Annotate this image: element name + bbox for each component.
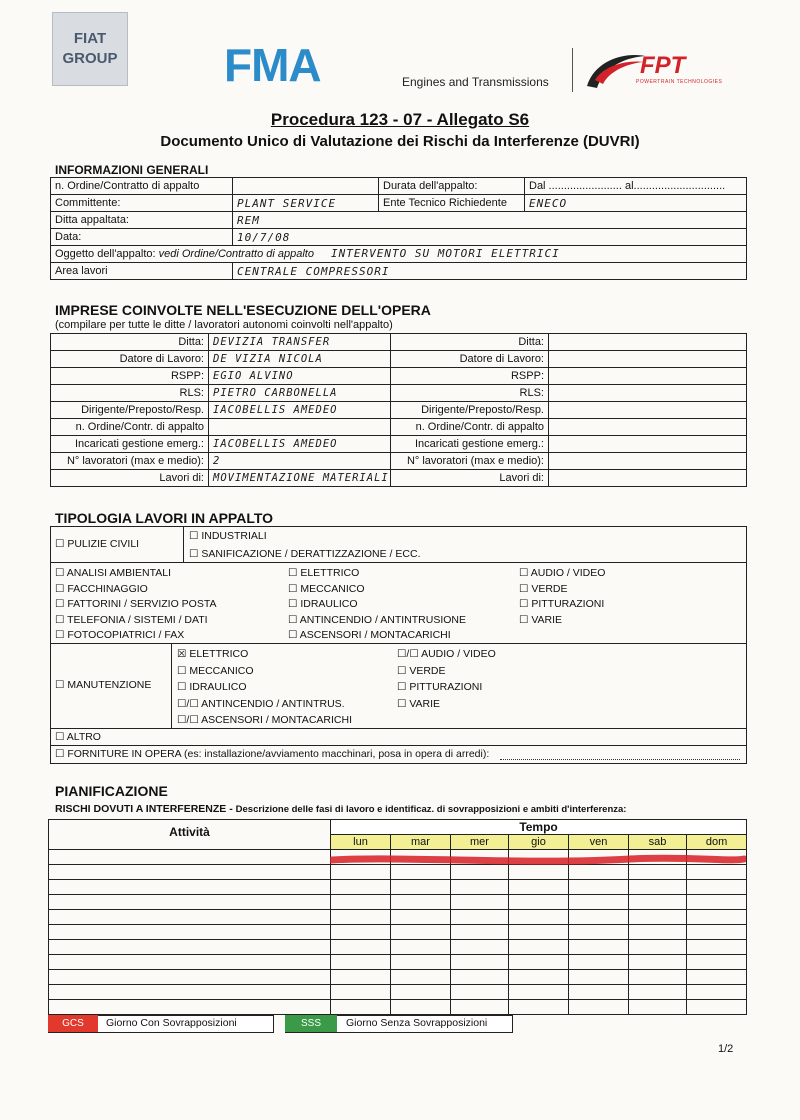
imprese-left-label: RLS: bbox=[51, 385, 209, 402]
imprese-row bbox=[51, 470, 747, 487]
day-cell[interactable] bbox=[331, 895, 391, 910]
elettrico-checkbox[interactable]: ☐ ELETTRICO bbox=[288, 567, 360, 579]
day-cell[interactable] bbox=[509, 955, 569, 970]
activity-cell[interactable] bbox=[49, 895, 331, 910]
planning-row bbox=[49, 895, 747, 910]
header-divider bbox=[572, 48, 573, 92]
day-cell[interactable] bbox=[569, 895, 629, 910]
imprese-left-field[interactable]: IACOBELLIS AMEDEO bbox=[209, 436, 391, 453]
engines-transmissions-text: Engines and Transmissions bbox=[402, 75, 549, 89]
day-cell[interactable] bbox=[687, 910, 747, 925]
ordine-field[interactable] bbox=[233, 178, 379, 195]
idraulico-checkbox[interactable]: ☐ IDRAULICO bbox=[288, 598, 358, 611]
imprese-right-field[interactable] bbox=[549, 351, 747, 368]
manutenzione-col2 bbox=[397, 646, 496, 712]
info-section-title: INFORMAZIONI GENERALI bbox=[55, 163, 209, 177]
imprese-row bbox=[51, 334, 747, 351]
imprese-row bbox=[51, 402, 747, 419]
pulizie-civili-checkbox[interactable]: ☐ PULIZIE CIVILI bbox=[55, 538, 140, 550]
day-cell[interactable] bbox=[331, 985, 391, 1000]
day-cell[interactable] bbox=[569, 1000, 629, 1015]
oggetto-hint: vedi Ordine/Contratto di appalto bbox=[158, 248, 314, 260]
ascensori-checkbox[interactable]: ☐ ASCENSORI / MONTACARICHI bbox=[288, 629, 451, 642]
day-cell[interactable] bbox=[629, 955, 687, 970]
planning-row bbox=[49, 940, 747, 955]
day-cell[interactable] bbox=[391, 880, 451, 895]
sss-swatch: SSS bbox=[285, 1015, 337, 1032]
day-cell[interactable] bbox=[331, 910, 391, 925]
forniture-field[interactable] bbox=[500, 759, 740, 760]
imprese-right-field[interactable] bbox=[549, 385, 747, 402]
planning-row bbox=[49, 880, 747, 895]
day-cell[interactable] bbox=[687, 1000, 747, 1015]
day-cell[interactable] bbox=[391, 985, 451, 1000]
day-cell[interactable] bbox=[509, 940, 569, 955]
tipologia-section-title: TIPOLOGIA LAVORI IN APPALTO bbox=[55, 510, 274, 526]
day-header-gio: gio bbox=[509, 835, 569, 850]
day-header-ven: ven bbox=[569, 835, 629, 850]
activity-cell[interactable] bbox=[49, 970, 331, 985]
rischi-header bbox=[55, 803, 626, 815]
activity-cell[interactable] bbox=[49, 985, 331, 1000]
imprese-right-label: RLS: bbox=[391, 385, 549, 402]
day-header-dom: dom bbox=[687, 835, 747, 850]
man-verde-checkbox[interactable]: ☐ VERDE bbox=[397, 664, 446, 677]
data-label: Data: bbox=[51, 229, 233, 246]
day-cell[interactable] bbox=[331, 970, 391, 985]
imprese-right-label: RSPP: bbox=[391, 368, 549, 385]
imprese-row bbox=[51, 419, 747, 436]
imprese-left-field[interactable]: EGIO ALVINO bbox=[209, 368, 391, 385]
day-cell[interactable] bbox=[331, 955, 391, 970]
man-antincendio-checkbox[interactable]: ☐/☐ ANTINCENDIO / ANTINTRUS. bbox=[177, 697, 345, 710]
imprese-row bbox=[51, 368, 747, 385]
imprese-right-label: N° lavoratori (max e medio): bbox=[391, 453, 549, 470]
day-cell[interactable] bbox=[391, 910, 451, 925]
day-cell[interactable] bbox=[629, 985, 687, 1000]
telefonia-checkbox[interactable]: ☐ TELEFONIA / SISTEMI / DATI bbox=[55, 613, 208, 626]
rischi-title: RISCHI DOVUTI A INTERFERENZE - bbox=[55, 803, 236, 815]
committente-field[interactable]: PLANT SERVICE bbox=[233, 195, 379, 212]
day-cell[interactable] bbox=[629, 925, 687, 940]
man-idraulico-checkbox[interactable]: ☐ IDRAULICO bbox=[177, 681, 247, 694]
day-cell[interactable] bbox=[391, 1000, 451, 1015]
day-cell[interactable] bbox=[391, 925, 451, 940]
imprese-left-field[interactable]: DEVIZIA TRANSFER bbox=[209, 334, 391, 351]
day-cell[interactable] bbox=[569, 955, 629, 970]
planning-table bbox=[48, 819, 747, 1015]
fma-logo: FMA bbox=[224, 39, 321, 91]
man-varie-checkbox[interactable]: ☐ VARIE bbox=[397, 697, 441, 710]
imprese-right-label: Incaricati gestione emerg.: bbox=[391, 436, 549, 453]
day-cell[interactable] bbox=[569, 985, 629, 1000]
document-subtitle: Documento Unico di Valutazione dei Rischi da Interferenze (DUVRI) bbox=[160, 133, 640, 150]
day-cell[interactable] bbox=[687, 895, 747, 910]
day-cell[interactable] bbox=[569, 940, 629, 955]
day-cell[interactable] bbox=[569, 925, 629, 940]
day-cell[interactable] bbox=[629, 895, 687, 910]
sss-label: Giorno Senza Sovrapposizioni bbox=[346, 1017, 488, 1029]
day-cell[interactable] bbox=[509, 910, 569, 925]
day-header-lun: lun bbox=[331, 835, 391, 850]
imprese-left-label: RSPP: bbox=[51, 368, 209, 385]
fiat-logo-text: FIAT GROUP bbox=[62, 30, 118, 67]
gcs-swatch: GCS bbox=[48, 1015, 98, 1032]
industriali-checkbox[interactable]: ☐ INDUSTRIALI bbox=[189, 530, 267, 542]
imprese-left-label: Datore di Lavoro: bbox=[51, 351, 209, 368]
man-ascensori-checkbox[interactable]: ☐/☐ ASCENSORI / MONTACARICHI bbox=[177, 714, 352, 727]
imprese-left-label: Dirigente/Preposto/Resp. bbox=[51, 402, 209, 419]
planning-row bbox=[49, 955, 747, 970]
tipologia-col2 bbox=[288, 566, 466, 644]
planning-row bbox=[49, 1000, 747, 1015]
imprese-row bbox=[51, 436, 747, 453]
day-cell[interactable] bbox=[391, 955, 451, 970]
forniture-checkbox[interactable]: ☐ FORNITURE IN OPERA (es: installazione/avviamento macchinari, posa in opera di arredi): bbox=[55, 748, 490, 760]
data-field[interactable]: 10/7/08 bbox=[233, 229, 747, 246]
planning-row bbox=[49, 910, 747, 925]
ente-field[interactable]: ENECO bbox=[525, 195, 747, 212]
fotocopiatrici-checkbox[interactable]: ☐ FOTOCOPIATRICI / FAX bbox=[55, 629, 185, 642]
oggetto-field[interactable]: INTERVENTO SU MOTORI ELETTRICI bbox=[331, 247, 560, 260]
imprese-right-label: Dirigente/Preposto/Resp. bbox=[391, 402, 549, 419]
analisi-ambientali-checkbox[interactable]: ☐ ANALISI AMBIENTALI bbox=[55, 567, 172, 579]
imprese-section-title: IMPRESE COINVOLTE NELL'ESECUZIONE DELL'OPERA bbox=[55, 302, 431, 318]
day-cell[interactable] bbox=[331, 880, 391, 895]
day-cell[interactable] bbox=[509, 895, 569, 910]
area-field[interactable]: CENTRALE COMPRESSORI bbox=[233, 263, 747, 280]
oggetto-row bbox=[51, 246, 747, 263]
imprese-right-label: Ditta: bbox=[391, 334, 549, 351]
meccanico-checkbox[interactable]: ☐ MECCANICO bbox=[288, 582, 365, 595]
tempo-header: Tempo bbox=[331, 820, 747, 835]
imprese-right-label: Datore di Lavoro: bbox=[391, 351, 549, 368]
red-highlight-stroke bbox=[330, 853, 746, 867]
imprese-right-field[interactable] bbox=[549, 436, 747, 453]
imprese-right-field[interactable] bbox=[549, 368, 747, 385]
day-cell[interactable] bbox=[451, 910, 509, 925]
day-cell[interactable] bbox=[687, 925, 747, 940]
activity-cell[interactable] bbox=[49, 940, 331, 955]
day-cell[interactable] bbox=[687, 940, 747, 955]
planning-row bbox=[49, 925, 747, 940]
durata-label: Durata dell'appalto: bbox=[379, 178, 525, 195]
imprese-left-field[interactable]: IACOBELLIS AMEDEO bbox=[209, 402, 391, 419]
day-cell[interactable] bbox=[569, 880, 629, 895]
pianificazione-section-title: PIANIFICAZIONE bbox=[55, 783, 168, 799]
fattorini-checkbox[interactable]: ☐ FATTORINI / SERVIZIO POSTA bbox=[55, 598, 217, 611]
day-cell[interactable] bbox=[451, 955, 509, 970]
page-number: 1/2 bbox=[718, 1043, 734, 1055]
altro-checkbox[interactable]: ☐ ALTRO bbox=[55, 731, 101, 743]
day-cell[interactable] bbox=[331, 925, 391, 940]
area-label: Area lavori bbox=[51, 263, 233, 280]
imprese-left-label: N° lavoratori (max e medio): bbox=[51, 453, 209, 470]
day-cell[interactable] bbox=[331, 1000, 391, 1015]
day-cell[interactable] bbox=[391, 970, 451, 985]
ente-label: Ente Tecnico Richiedente bbox=[379, 195, 525, 212]
ditta-appaltata-field[interactable]: REM bbox=[233, 212, 747, 229]
day-cell[interactable] bbox=[451, 970, 509, 985]
attivita-header: Attività bbox=[49, 820, 331, 850]
imprese-left-field[interactable] bbox=[209, 419, 391, 436]
tipologia-col3 bbox=[519, 566, 605, 628]
man-elettrico-checkbox[interactable]: ☒ ELETTRICO bbox=[177, 648, 249, 660]
varie-checkbox[interactable]: ☐ VARIE bbox=[519, 613, 563, 626]
imprese-row bbox=[51, 453, 747, 470]
fpt-logo-subtitle: POWERTRAIN TECHNOLOGIES bbox=[636, 79, 723, 85]
day-header-sab: sab bbox=[629, 835, 687, 850]
day-cell[interactable] bbox=[451, 985, 509, 1000]
pitturazioni-checkbox[interactable]: ☐ PITTURAZIONI bbox=[519, 598, 605, 611]
day-cell[interactable] bbox=[687, 955, 747, 970]
day-cell[interactable] bbox=[391, 940, 451, 955]
activity-cell[interactable] bbox=[49, 955, 331, 970]
imprese-right-label: Lavori di: bbox=[391, 470, 549, 487]
tipologia-col1 bbox=[55, 566, 217, 644]
imprese-left-label: Lavori di: bbox=[51, 470, 209, 487]
ditta-appaltata-label: Ditta appaltata: bbox=[51, 212, 233, 229]
day-cell[interactable] bbox=[451, 940, 509, 955]
day-cell[interactable] bbox=[629, 910, 687, 925]
day-cell[interactable] bbox=[569, 910, 629, 925]
imprese-left-field[interactable]: MOVIMENTAZIONE MATERIALI bbox=[209, 470, 391, 487]
imprese-table bbox=[50, 333, 747, 487]
imprese-right-label: n. Ordine/Contr. di appalto bbox=[391, 419, 549, 436]
day-cell[interactable] bbox=[629, 1000, 687, 1015]
day-cell[interactable] bbox=[687, 985, 747, 1000]
imprese-left-field[interactable]: 2 bbox=[209, 453, 391, 470]
day-cell[interactable] bbox=[569, 970, 629, 985]
facchinaggio-checkbox[interactable]: ☐ FACCHINAGGIO bbox=[55, 582, 148, 595]
activity-cell[interactable] bbox=[49, 925, 331, 940]
info-table bbox=[50, 177, 747, 280]
day-cell[interactable] bbox=[391, 895, 451, 910]
imprese-left-field[interactable]: DE VIZIA NICOLA bbox=[209, 351, 391, 368]
day-cell[interactable] bbox=[509, 880, 569, 895]
ordine-label: n. Ordine/Contratto di appalto bbox=[51, 178, 233, 195]
document-title: Procedura 123 - 07 - Allegato S6 bbox=[270, 110, 530, 129]
day-cell[interactable] bbox=[451, 925, 509, 940]
audio-video-checkbox[interactable]: ☐ AUDIO / VIDEO bbox=[519, 567, 606, 579]
imprese-right-field[interactable] bbox=[549, 419, 747, 436]
imprese-left-label: Ditta: bbox=[51, 334, 209, 351]
sanificazione-checkbox[interactable]: ☐ SANIFICAZIONE / DERATTIZZAZIONE / ECC. bbox=[189, 548, 421, 560]
day-cell[interactable] bbox=[629, 940, 687, 955]
activity-cell[interactable] bbox=[49, 1000, 331, 1015]
durata-field[interactable]: Dal ........................ al.............................. bbox=[525, 178, 747, 195]
activity-cell[interactable] bbox=[49, 910, 331, 925]
day-cell[interactable] bbox=[451, 880, 509, 895]
imprese-right-field[interactable] bbox=[549, 470, 747, 487]
antincendio-checkbox[interactable]: ☐ ANTINCENDIO / ANTINTRUSIONE bbox=[288, 613, 467, 626]
committente-label: Committente: bbox=[51, 195, 233, 212]
manutenzione-checkbox[interactable]: ☐ MANUTENZIONE bbox=[55, 679, 152, 691]
day-cell[interactable] bbox=[629, 970, 687, 985]
imprese-right-field[interactable] bbox=[549, 334, 747, 351]
day-header-mar: mar bbox=[391, 835, 451, 850]
man-pitturazioni-checkbox[interactable]: ☐ PITTURAZIONI bbox=[397, 681, 483, 694]
day-cell[interactable] bbox=[687, 970, 747, 985]
day-cell[interactable] bbox=[509, 985, 569, 1000]
fpt-logo-text: FPT bbox=[640, 52, 686, 79]
day-cell[interactable] bbox=[509, 1000, 569, 1015]
day-cell[interactable] bbox=[331, 940, 391, 955]
planning-row bbox=[49, 970, 747, 985]
day-header-mer: mer bbox=[451, 835, 509, 850]
day-cell[interactable] bbox=[629, 880, 687, 895]
day-cell[interactable] bbox=[451, 1000, 509, 1015]
activity-cell[interactable] bbox=[49, 865, 331, 880]
imprese-note: (compilare per tutte le ditte / lavoratori autonomi coinvolti nell'appalto) bbox=[55, 319, 393, 331]
imprese-left-label: Incaricati gestione emerg.: bbox=[51, 436, 209, 453]
imprese-left-field[interactable]: PIETRO CARBONELLA bbox=[209, 385, 391, 402]
planning-row bbox=[49, 985, 747, 1000]
imprese-row bbox=[51, 351, 747, 368]
activity-cell[interactable] bbox=[49, 880, 331, 895]
gcs-label: Giorno Con Sovrapposizioni bbox=[106, 1017, 237, 1029]
imprese-right-field[interactable] bbox=[549, 453, 747, 470]
imprese-left-label: n. Ordine/Contr. di appalto bbox=[51, 419, 209, 436]
manutenzione-col1 bbox=[177, 646, 352, 729]
man-meccanico-checkbox[interactable]: ☐ MECCANICO bbox=[177, 664, 254, 677]
activity-cell[interactable] bbox=[49, 850, 331, 865]
imprese-right-field[interactable] bbox=[549, 402, 747, 419]
day-cell[interactable] bbox=[687, 880, 747, 895]
rischi-description: Descrizione delle fasi di lavoro e identificaz. di sovrapposizioni e ambiti d'interferenza: bbox=[235, 804, 627, 815]
imprese-row bbox=[51, 385, 747, 402]
day-cell[interactable] bbox=[451, 895, 509, 910]
fiat-group-logo bbox=[52, 12, 128, 86]
verde-checkbox[interactable]: ☐ VERDE bbox=[519, 582, 568, 595]
day-cell[interactable] bbox=[509, 925, 569, 940]
man-audio-video-checkbox[interactable]: ☐/☐ AUDIO / VIDEO bbox=[397, 648, 496, 660]
oggetto-label: Oggetto dell'appalto: bbox=[55, 248, 156, 260]
day-cell[interactable] bbox=[509, 970, 569, 985]
